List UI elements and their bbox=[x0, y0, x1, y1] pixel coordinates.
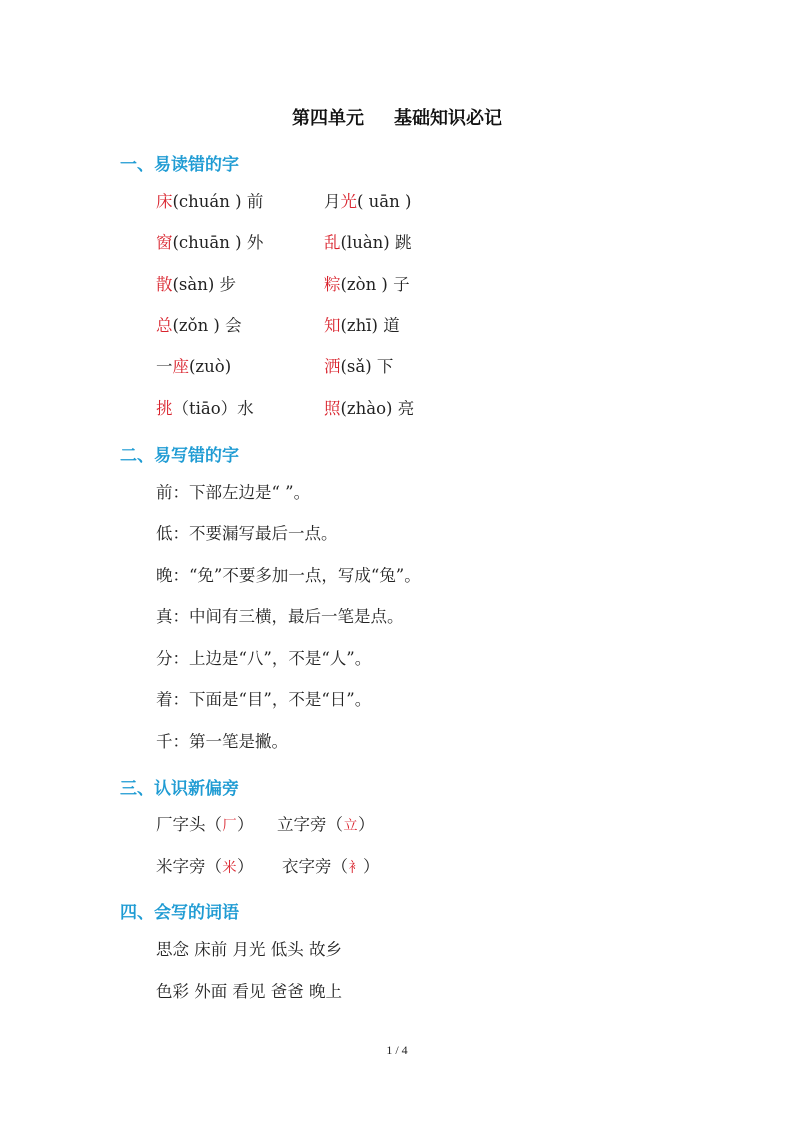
miswritten-item: 着：下面是“目”，不是“日”。 bbox=[156, 690, 372, 709]
radical-glyph: 衤 bbox=[348, 858, 363, 876]
title-unit: 第四单元 bbox=[292, 108, 364, 129]
radical-item: 米字旁（米） bbox=[156, 857, 254, 876]
misread-item: 一座(zuò) bbox=[156, 357, 232, 376]
radical-glyph: 立 bbox=[343, 816, 358, 834]
radical-item: 衣字旁（衤） bbox=[282, 857, 380, 876]
misread-item: 乱(luàn) 跳 bbox=[324, 233, 412, 252]
section-heading-vocabulary: 四、会写的词语 bbox=[120, 903, 239, 923]
misread-item: 挑（tiāo）水 bbox=[156, 399, 254, 418]
misread-item: 床(chuán ) 前 bbox=[156, 192, 264, 211]
miswritten-item: 晚：“免”不要多加一点，写成“兔”。 bbox=[156, 566, 421, 585]
page-title bbox=[0, 104, 794, 130]
vocabulary-line: 色彩 外面 看见 爸爸 晚上 bbox=[156, 982, 342, 1001]
radical-item: 立字旁（立） bbox=[277, 815, 375, 834]
title-topic: 基础知识必记 bbox=[394, 108, 502, 129]
miswritten-item: 前：下部左边是“ ”。 bbox=[156, 483, 311, 502]
miswritten-item: 千：第一笔是撇。 bbox=[156, 732, 288, 751]
miswritten-item: 低：不要漏写最后一点。 bbox=[156, 524, 338, 543]
misread-item: 粽(zòn ) 子 bbox=[324, 275, 410, 294]
page-number: 1 / 4 bbox=[386, 1043, 408, 1057]
misread-item: 照(zhào) 亮 bbox=[324, 399, 415, 418]
section-heading-misread: 一、易读错的字 bbox=[120, 155, 239, 175]
misread-item: 洒(sǎ) 下 bbox=[324, 357, 394, 376]
radical-item: 厂字头（厂） bbox=[156, 815, 254, 834]
misread-item: 月光( uān ) bbox=[324, 192, 412, 211]
radical-glyph: 米 bbox=[222, 858, 237, 876]
misread-item: 散(sàn) 步 bbox=[156, 275, 237, 294]
vocabulary-line: 思念 床前 月光 低头 故乡 bbox=[156, 940, 342, 959]
misread-item: 窗(chuān ) 外 bbox=[156, 233, 264, 252]
miswritten-item: 分：上边是“八”，不是“人”。 bbox=[156, 649, 372, 668]
misread-item: 总(zǒn ) 会 bbox=[156, 316, 242, 335]
miswritten-item: 真：中间有三横，最后一笔是点。 bbox=[156, 607, 404, 626]
section-heading-miswritten: 二、易写错的字 bbox=[120, 446, 239, 466]
radical-glyph: 厂 bbox=[222, 816, 237, 834]
misread-item: 知(zhī) 道 bbox=[324, 316, 400, 335]
section-heading-radicals: 三、认识新偏旁 bbox=[120, 779, 239, 799]
